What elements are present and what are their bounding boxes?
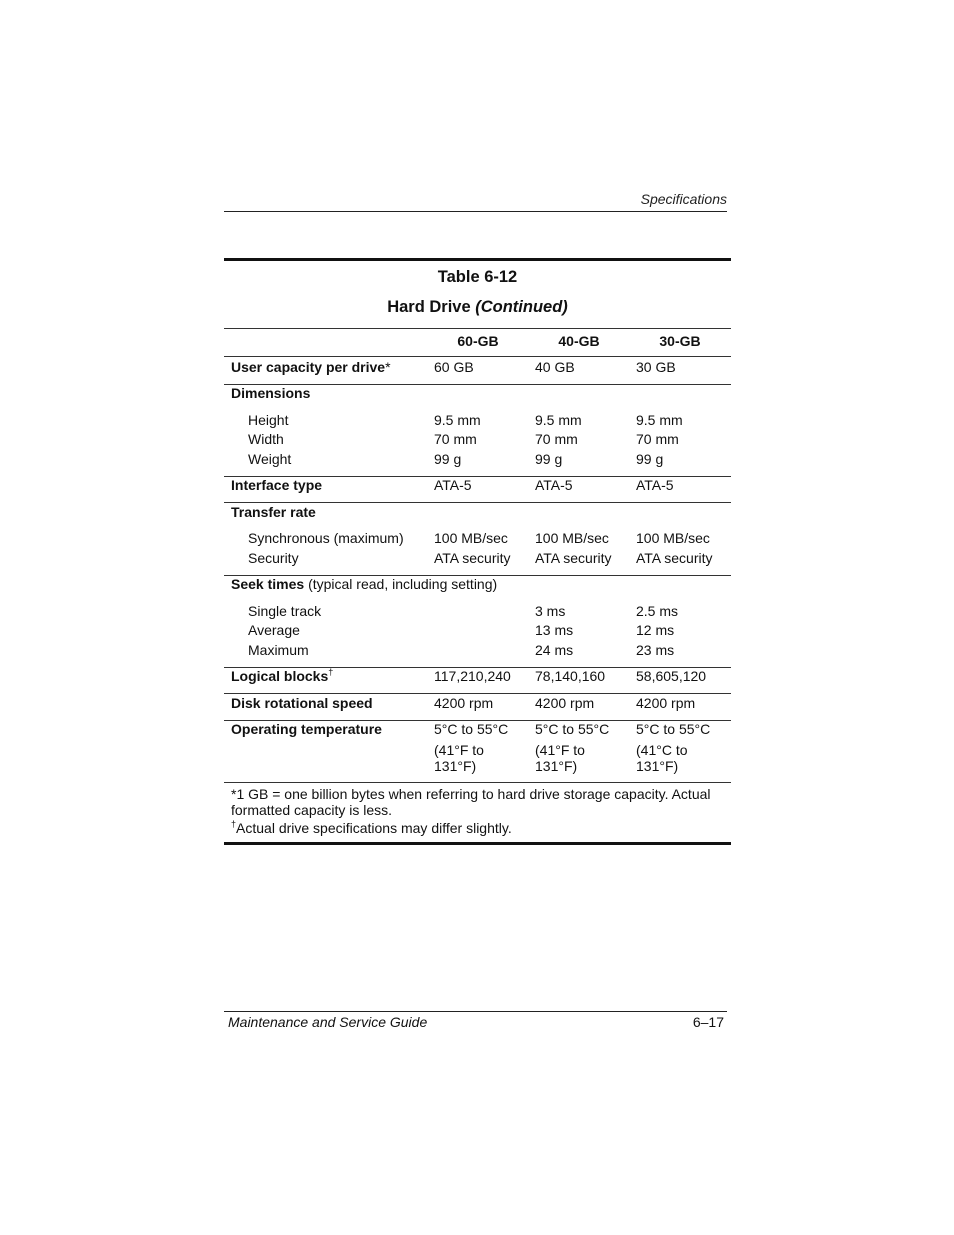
dim-height-30gb: 9.5 mm — [636, 412, 683, 428]
rpm-40gb: 4200 rpm — [535, 695, 595, 711]
transfer-security-label: Security — [248, 550, 299, 566]
header-rule — [224, 211, 727, 212]
capacity-60gb: 60 GB — [434, 359, 474, 375]
seek-maximum-30gb: 23 ms — [636, 642, 675, 658]
temp-c-40gb: 5°C to 55°C — [535, 721, 610, 737]
dim-weight-30gb: 99 g — [636, 451, 664, 467]
running-header: Specifications — [640, 191, 727, 207]
col-header-40gb: 40-GB — [558, 333, 600, 349]
page-number: 6–17 — [692, 1014, 724, 1030]
interface-60gb: ATA-5 — [434, 477, 472, 493]
dim-weight-label: Weight — [248, 451, 292, 467]
row-label-rpm: Disk rotational speed — [231, 695, 373, 711]
footer-rule — [224, 1011, 727, 1012]
table-number: Table 6-12 — [437, 268, 518, 286]
seek-single-40gb: 3 ms — [535, 603, 566, 619]
footnote-mark-star: * — [385, 359, 391, 375]
dim-height-40gb: 9.5 mm — [535, 412, 582, 428]
rpm-60gb: 4200 rpm — [434, 695, 494, 711]
dim-width-40gb: 70 mm — [535, 431, 578, 447]
footnote-star: *1 GB = one billion bytes when referring to hard drive storage capacity. Actual formatted capacity is less. — [231, 786, 711, 818]
seek-maximum-label: Maximum — [248, 642, 309, 658]
table-title — [224, 298, 731, 317]
temp-f-40gb: (41°F to 131°F) — [535, 742, 585, 774]
transfer-sync-60gb: 100 MB/sec — [434, 530, 508, 546]
blocks-30gb: 58,605,120 — [636, 668, 707, 684]
transfer-security-40gb: ATA security — [535, 550, 612, 566]
footer-title: Maintenance and Service Guide — [228, 1014, 428, 1030]
row-rule — [224, 782, 731, 783]
dim-weight-40gb: 99 g — [535, 451, 563, 467]
row-label-transfer: Transfer rate — [231, 504, 316, 520]
footnote-dagger: †Actual drive specifications may differ slightly. — [231, 819, 512, 836]
dim-width-60gb: 70 mm — [434, 431, 477, 447]
row-label-blocks: Logical blocks† — [231, 667, 334, 684]
table-top-rule — [224, 258, 731, 261]
transfer-security-60gb: ATA security — [434, 550, 511, 566]
table-title-text: Hard Drive — [387, 298, 471, 316]
dim-height-label: Height — [248, 412, 289, 428]
table-bottom-rule — [224, 842, 731, 845]
temp-f-60gb: (41°F to 131°F) — [434, 742, 484, 774]
seek-note: (typical read, including setting) — [308, 576, 498, 592]
rpm-30gb: 4200 rpm — [636, 695, 696, 711]
dim-height-60gb: 9.5 mm — [434, 412, 481, 428]
dim-width-label: Width — [248, 431, 284, 447]
seek-average-30gb: 12 ms — [636, 622, 675, 638]
table-title-suffix: (Continued) — [475, 298, 568, 316]
transfer-sync-40gb: 100 MB/sec — [535, 530, 609, 546]
rule-head-bottom — [224, 356, 731, 357]
row-label-dimensions: Dimensions — [231, 385, 311, 401]
transfer-sync-30gb: 100 MB/sec — [636, 530, 710, 546]
seek-average-label: Average — [248, 622, 300, 638]
seek-single-label: Single track — [248, 603, 322, 619]
rule-head-top — [224, 328, 731, 329]
row-label-capacity: User capacity per drive* — [231, 359, 391, 375]
seek-maximum-40gb: 24 ms — [535, 642, 574, 658]
temp-f-30gb: (41°C to 131°F) — [636, 742, 688, 774]
blocks-40gb: 78,140,160 — [535, 668, 606, 684]
transfer-security-30gb: ATA security — [636, 550, 713, 566]
seek-single-30gb: 2.5 ms — [636, 603, 679, 619]
footnote-mark-dagger: † — [328, 667, 334, 677]
capacity-40gb: 40 GB — [535, 359, 575, 375]
blocks-60gb: 117,210,240 — [434, 668, 511, 684]
dim-width-30gb: 70 mm — [636, 431, 679, 447]
row-label-interface: Interface type — [231, 477, 323, 493]
temp-c-60gb: 5°C to 55°C — [434, 721, 509, 737]
temp-c-30gb: 5°C to 55°C — [636, 721, 711, 737]
seek-average-40gb: 13 ms — [535, 622, 574, 638]
col-header-30gb: 30-GB — [659, 333, 701, 349]
row-label-seek: Seek times (typical read, including setting) — [231, 576, 498, 592]
interface-40gb: ATA-5 — [535, 477, 573, 493]
row-label-temp: Operating temperature — [231, 721, 382, 737]
transfer-sync-label: Synchronous (maximum) — [248, 530, 404, 546]
col-header-60gb: 60-GB — [457, 333, 499, 349]
interface-30gb: ATA-5 — [636, 477, 674, 493]
capacity-30gb: 30 GB — [636, 359, 676, 375]
dim-weight-60gb: 99 g — [434, 451, 462, 467]
